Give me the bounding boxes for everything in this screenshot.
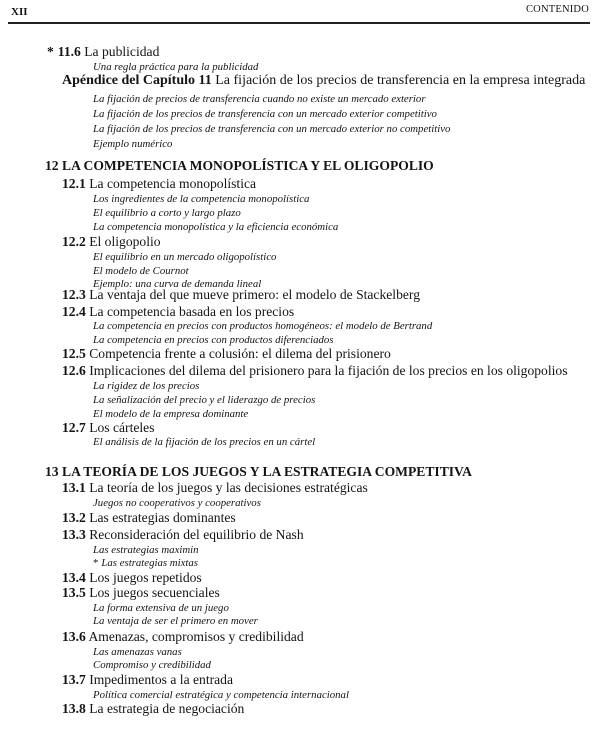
section-number: 12.3 xyxy=(62,287,86,302)
section-title: Impedimentos a la entrada xyxy=(89,672,234,687)
section-title: La fijación de los precios de transferencia en la empresa integrada xyxy=(215,73,586,88)
section-number: 13.2 xyxy=(62,510,86,525)
subsection-text: Ejemplo numérico xyxy=(93,138,173,150)
section-title: La competencia monopolística xyxy=(89,176,257,191)
section-title: Los juegos secuenciales xyxy=(89,585,220,600)
chapter-number: 12 xyxy=(45,158,59,173)
section-number: 13.6 xyxy=(62,629,86,644)
section-number: 12.4 xyxy=(62,304,86,319)
header-rule xyxy=(8,22,590,24)
section-number: 12.5 xyxy=(62,346,86,361)
section-number: 12.2 xyxy=(62,234,86,249)
chapter-heading xyxy=(45,157,434,175)
section-title: Los cárteles xyxy=(89,420,155,435)
subsection-text: Los ingredientes de la competencia monopolística xyxy=(93,193,310,205)
subsection-text: La fijación de los precios de transferencia con un mercado exterior no competitivo xyxy=(93,123,451,135)
section-entry xyxy=(62,345,391,363)
subsection-text: Política comercial estratégica y competencia internacional xyxy=(93,689,349,701)
subsection-text: La competencia en precios con productos diferenciados xyxy=(93,334,334,346)
subsection-text: Ejemplo: una curva de demanda lineal xyxy=(93,278,262,290)
section-title: La estrategia de negociación xyxy=(89,701,245,716)
section-entry xyxy=(62,700,244,718)
section-title: Implicaciones del dilema del prisionero para la fijación de los precios en los oligopolios xyxy=(89,363,568,378)
subsection-text: Juegos no cooperativos y cooperativos xyxy=(93,497,261,509)
section-number: 12.7 xyxy=(62,420,86,435)
subsection-text: La forma extensiva de un juego xyxy=(93,602,229,614)
section-title: Los juegos repetidos xyxy=(89,570,202,585)
section-title: La competencia basada en los precios xyxy=(89,304,295,319)
running-title: CONTENIDO xyxy=(525,4,589,15)
chapter-title: LA COMPETENCIA MONOPOLÍSTICA Y EL OLIGOPOLIO xyxy=(62,158,434,173)
page-number: XII xyxy=(11,6,28,18)
subsection-text: Las estrategias mixtas xyxy=(101,557,198,569)
subsection-text: La señalización del precio y el liderazgo de precios xyxy=(93,394,316,406)
section-number: 13.5 xyxy=(62,585,86,600)
subsection-text: El modelo de la empresa dominante xyxy=(93,408,249,420)
section-title: La teoría de los juegos y las decisiones estratégicas xyxy=(89,480,368,495)
section-number: 13.8 xyxy=(62,701,86,716)
subsection-text: El equilibrio a corto y largo plazo xyxy=(93,207,241,219)
subsection-text: Compromiso y credibilidad xyxy=(93,659,211,671)
section-title: Las estrategias dominantes xyxy=(89,510,236,525)
subsection-text: El análisis de la fijación de los precios en un cártel xyxy=(93,436,316,448)
subsection-text: Las amenazas vanas xyxy=(93,646,182,658)
section-number: 13.3 xyxy=(62,527,86,542)
subsection-text: La rigidez de los precios xyxy=(93,380,200,392)
chapter-number: 13 xyxy=(45,464,59,479)
subsection-text: La fijación de precios de transferencia cuando no existe un mercado exterior xyxy=(93,93,426,105)
subsection-text: La ventaja de ser el primero en mover xyxy=(93,615,258,627)
appendix-entry xyxy=(62,72,585,90)
section-title: Competencia frente a colusión: el dilema del prisionero xyxy=(89,346,391,361)
subsection-entry xyxy=(93,433,315,451)
section-number: 13.4 xyxy=(62,570,86,585)
chapter-title: LA TEORÍA DE LOS JUEGOS Y LA ESTRATEGIA COMPETITIVA xyxy=(62,464,472,479)
section-entry xyxy=(62,286,420,304)
section-number: Apéndice del Capítulo 11 xyxy=(62,73,212,88)
subsection-text: El modelo de Cournot xyxy=(93,265,189,277)
section-entry xyxy=(62,509,236,527)
section-title: El oligopolio xyxy=(89,234,161,249)
section-title: Amenazas, compromisos y credibilidad xyxy=(88,629,304,644)
subsection-text: Una regla práctica para la publicidad xyxy=(93,61,259,73)
section-number: 11.6 xyxy=(57,44,81,59)
optional-marker: * xyxy=(47,44,54,59)
section-number: 13.1 xyxy=(62,480,86,495)
subsection-text: La fijación de los precios de transferencia con un mercado exterior competitivo xyxy=(93,108,437,120)
subsection-text: La competencia monopolística y la eficiencia económica xyxy=(93,221,339,233)
section-title: La publicidad xyxy=(84,44,160,59)
optional-marker: * xyxy=(93,557,99,569)
section-title: La ventaja del que mueve primero: el modelo de Stackelberg xyxy=(89,287,420,302)
subsection-text: Las estrategias maximin xyxy=(93,544,199,556)
subsection-text: El equilibrio en un mercado oligopolístico xyxy=(93,251,277,263)
section-number: 12.6 xyxy=(62,363,86,378)
subsection-entry xyxy=(93,135,172,153)
subsection-text: La competencia en precios con productos homogéneos: el modelo de Bertrand xyxy=(93,320,433,332)
section-number: 12.1 xyxy=(62,176,86,191)
section-number: 13.7 xyxy=(62,672,86,687)
section-title: Reconsideración del equilibrio de Nash xyxy=(89,527,304,542)
